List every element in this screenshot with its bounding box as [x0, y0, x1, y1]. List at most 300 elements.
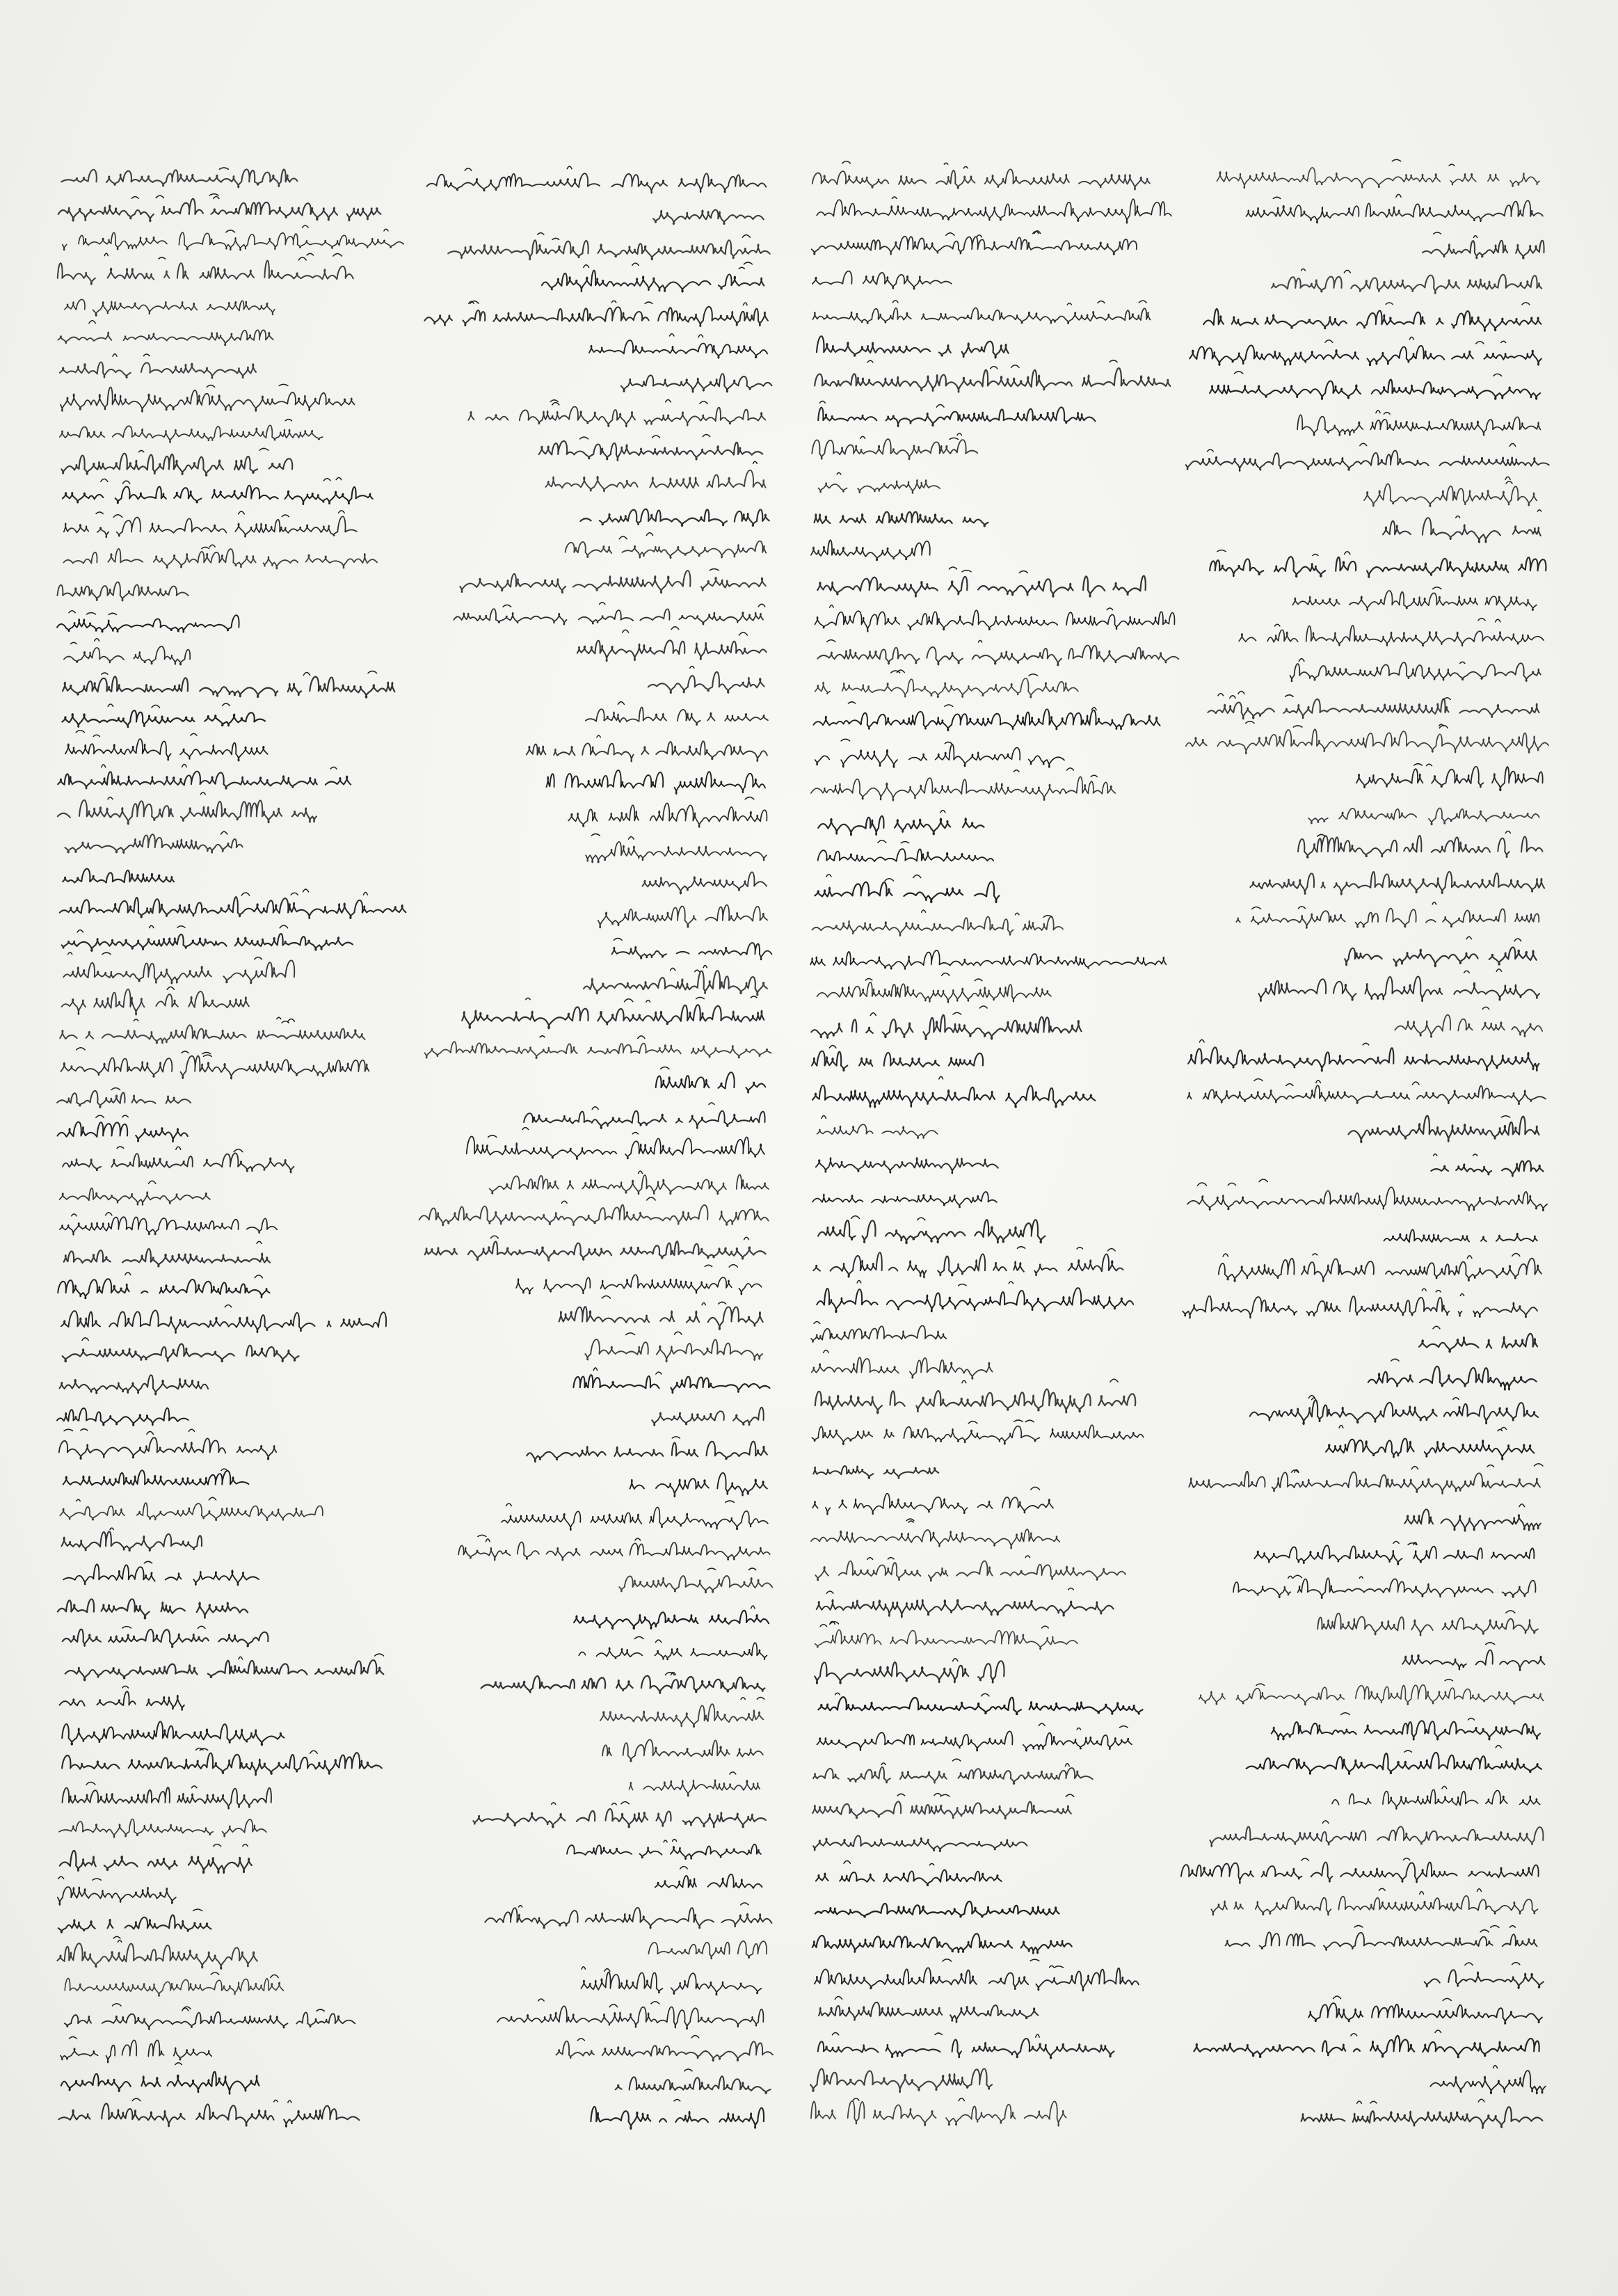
script-line-c3-r49-mark [934, 1794, 941, 1796]
script-line-c4-r14-mark [1275, 624, 1280, 626]
script-line-c3-r38-mark [968, 1421, 977, 1424]
script-line-c4-r7 [1210, 379, 1540, 399]
script-line-c2-r29 [524, 1111, 765, 1129]
script-line-c4-r51 [1226, 1932, 1537, 1950]
script-line-c1-r13-mark [202, 547, 209, 548]
script-line-c4-r41 [1233, 1578, 1535, 1598]
script-line-c3-r8 [818, 407, 1095, 426]
script-line-c1-r11-mark [101, 479, 108, 481]
script-line-c1-r21-mark [200, 792, 205, 795]
script-line-c1-r35-mark [257, 1241, 262, 1243]
script-line-c3-r56-mark [832, 2032, 838, 2034]
script-line-c3-r29-mark [822, 1116, 826, 1119]
script-line-c2-r44 [574, 1611, 769, 1629]
script-line-c3-r16-mark [1029, 674, 1038, 676]
script-line-c1-r20-mark [102, 765, 106, 767]
script-line-c4-r6 [1190, 346, 1541, 366]
script-line-c2-r34 [516, 1275, 761, 1294]
script-line-c2-r59-mark [674, 2100, 680, 2101]
script-line-c3-r7 [815, 368, 1170, 392]
script-line-c3-r13-mark [962, 571, 971, 572]
script-line-c3-r46 [818, 1697, 1142, 1714]
script-line-c1-r36 [58, 1279, 269, 1298]
script-line-c4-r50 [1211, 1896, 1537, 1915]
script-line-c2-r26-mark [751, 996, 757, 998]
script-line-c1-r16-mark [95, 639, 99, 641]
script-line-c4-r28 [1349, 1116, 1539, 1142]
script-line-c2-r42-mark [478, 1535, 486, 1536]
script-line-c3-r5 [813, 308, 1151, 324]
script-line-c1-r41-mark [147, 1432, 154, 1435]
script-line-c1-r29 [61, 1056, 369, 1079]
script-line-c2-r53-mark [741, 1903, 748, 1905]
script-line-c1-r54 [60, 1851, 252, 1873]
script-line-c1-r38 [63, 1344, 299, 1362]
script-line-c2-r45-mark [634, 1636, 643, 1639]
script-line-c2-r15-mark [623, 630, 629, 632]
script-line-c3-r18-mark [841, 739, 850, 741]
script-line-c3-r14-mark [830, 605, 833, 608]
script-line-c2-r49 [630, 1780, 760, 1796]
script-line-c2-r43-mark [748, 1568, 756, 1570]
script-line-c4-r24-mark [1464, 971, 1470, 973]
script-line-c4-r48-mark [1322, 1821, 1329, 1824]
script-line-c1-r3-mark [303, 225, 309, 228]
script-line-c1-r6 [58, 330, 273, 345]
script-line-c3-r25 [817, 982, 1052, 1003]
script-line-c3-r16 [815, 678, 1078, 698]
script-line-c4-r18-mark [1427, 764, 1432, 766]
script-line-c1-r58-mark [271, 1975, 278, 1977]
script-line-c2-r36 [585, 1339, 762, 1362]
script-line-c2-r8-mark [666, 400, 671, 402]
script-line-c4-r9 [1186, 451, 1549, 471]
script-line-c2-r56 [497, 2006, 763, 2029]
script-line-c4-r28-mark [1501, 1116, 1509, 1117]
script-line-c4-r33-mark [1436, 1291, 1441, 1292]
script-line-c1-r4 [58, 260, 353, 284]
script-line-c2-r25-mark [703, 965, 707, 967]
script-line-c1-r17-mark [303, 673, 310, 676]
script-line-c4-r54-mark [1435, 2030, 1441, 2032]
script-line-c3-r7-mark [1011, 365, 1020, 368]
script-line-c2-r57-mark [691, 2035, 698, 2037]
script-line-c1-r44 [62, 1531, 202, 1551]
script-line-c4-r37-mark [1501, 1427, 1507, 1429]
script-line-c3-r24 [810, 950, 1166, 969]
script-line-c2-r8-mark [700, 401, 707, 404]
script-line-c1-r12-mark [113, 515, 122, 518]
script-line-c1-r10 [61, 454, 292, 476]
script-line-c1-r55 [58, 1887, 176, 1905]
script-line-c4-r27-mark [1316, 1081, 1321, 1083]
script-line-c3-r33-mark [1108, 1249, 1116, 1251]
script-line-c4-r16-mark [1238, 692, 1244, 694]
script-line-c4-r30-mark [1198, 1183, 1207, 1186]
script-line-c3-r7-mark [1110, 360, 1117, 362]
script-line-c2-r14-mark [503, 605, 511, 607]
script-line-c1-r58-mark [211, 1972, 218, 1975]
script-line-c2-r42-mark [635, 1538, 641, 1540]
script-line-c4-r15-mark [1299, 659, 1304, 662]
script-line-c1-r25-mark [150, 925, 154, 927]
script-line-c3-r23-mark [922, 910, 926, 912]
script-line-c4-r46 [1247, 1753, 1542, 1774]
script-line-c2-r51-mark [664, 1840, 667, 1842]
script-line-c1-r60-mark [70, 2036, 77, 2039]
script-line-c1-r27 [62, 989, 249, 1015]
script-line-c4-r44-mark [1256, 1684, 1265, 1685]
script-line-c2-r55 [581, 1972, 761, 1995]
script-line-c4-r32-mark [1223, 1254, 1228, 1257]
script-line-c2-r43-mark [707, 1568, 715, 1570]
script-line-c4-r54-mark [1351, 2034, 1357, 2036]
script-line-c3-r48 [813, 1767, 1093, 1784]
script-line-c2-r2 [653, 210, 764, 225]
script-line-c3-r32-mark [851, 1216, 860, 1219]
script-line-c2-r43 [619, 1576, 772, 1593]
script-line-c4-r30 [1187, 1187, 1547, 1211]
script-line-c1-r12-mark [282, 515, 289, 517]
script-line-c3-r33 [813, 1252, 1123, 1277]
script-line-c2-r9-mark [580, 437, 588, 439]
script-line-c1-r19 [65, 739, 268, 761]
script-line-c4-r38-mark [1487, 1465, 1494, 1467]
script-line-c1-r39 [60, 1375, 209, 1394]
script-line-c2-r52-mark [680, 1867, 688, 1869]
script-line-c1-r19-mark [191, 733, 197, 735]
script-line-c2-r8-mark [552, 403, 559, 405]
script-line-c2-r32-mark [562, 1201, 568, 1203]
script-line-c2-r32-mark [647, 1197, 655, 1200]
script-line-c2-r36-mark [626, 1333, 635, 1335]
script-line-c1-r15-mark [87, 613, 96, 614]
script-line-c3-r28-mark [939, 1076, 943, 1079]
script-line-c1-r3 [63, 232, 403, 250]
script-line-c3-r35 [811, 1325, 946, 1342]
script-line-c4-r34 [1419, 1334, 1537, 1352]
script-line-c1-r2 [58, 199, 381, 222]
script-line-c4-r26 [1188, 1047, 1539, 1071]
script-line-c4-r4 [1272, 275, 1541, 294]
script-line-c3-r46-mark [982, 1693, 990, 1696]
script-line-c2-r21-mark [629, 837, 634, 840]
script-line-c3-r3 [812, 237, 1137, 255]
script-line-c3-r25-mark [975, 979, 982, 981]
script-line-c4-r33-mark [1422, 1289, 1426, 1291]
script-line-c4-r1-mark [1392, 159, 1400, 161]
script-line-c3-r38-mark [1025, 1420, 1034, 1422]
script-line-c3-r7-mark [867, 360, 873, 362]
script-line-c3-r15 [817, 646, 1178, 666]
script-line-c3-r9-mark [950, 438, 958, 439]
script-column-1 [57, 168, 406, 2127]
script-line-c4-r50-mark [1420, 1892, 1424, 1895]
script-line-c2-r14 [454, 609, 764, 625]
script-line-c2-r44-mark [751, 1606, 755, 1609]
script-line-c4-r35-mark [1391, 1359, 1399, 1361]
script-line-c4-r46-mark [1404, 1751, 1412, 1752]
script-line-c2-r1 [427, 173, 767, 193]
script-line-c2-r10 [545, 470, 765, 491]
script-line-c4-r12 [1210, 557, 1546, 577]
script-line-c4-r38-mark [1535, 1464, 1543, 1466]
script-line-c1-r26-mark [102, 952, 111, 954]
script-line-c4-r7-mark [1235, 372, 1243, 374]
script-line-c1-r51-mark [310, 1751, 318, 1753]
script-line-c4-r34-mark [1433, 1326, 1440, 1329]
script-line-c4-r26-mark [1199, 1039, 1204, 1042]
script-line-c2-r12-mark [646, 533, 652, 536]
script-line-c1-r11 [63, 486, 373, 504]
script-line-c1-r25 [62, 934, 353, 951]
script-line-c2-r5 [424, 307, 768, 326]
script-line-c3-r47-mark [1039, 1723, 1045, 1725]
script-column-3 [810, 161, 1178, 2126]
script-line-c2-r38 [652, 1408, 763, 1426]
script-line-c1-r24-mark [291, 893, 298, 895]
script-line-c4-r56-mark [1478, 2099, 1484, 2102]
script-line-c2-r9-mark [652, 436, 660, 438]
script-line-c4-r54 [1194, 2036, 1539, 2057]
script-line-c3-r4 [812, 271, 952, 289]
script-line-c1-r26-mark [68, 952, 72, 955]
script-line-c3-r16-mark [897, 670, 904, 673]
script-line-c1-r26-mark [255, 957, 262, 959]
script-line-c1-r19-mark [93, 735, 99, 736]
script-line-c2-r54 [648, 1941, 767, 1959]
script-line-c1-r9-mark [285, 420, 291, 421]
script-line-c1-r8-mark [279, 384, 288, 385]
script-line-c2-r14-mark [758, 604, 765, 607]
script-line-c1-r43 [60, 1503, 323, 1520]
script-line-c2-r50-mark [621, 1802, 629, 1804]
script-line-c1-r4-mark [307, 253, 313, 255]
script-line-c4-r55-mark [1493, 2066, 1498, 2068]
script-line-c3-r17-mark [1092, 708, 1097, 710]
script-line-c4-r4-mark [1344, 270, 1350, 273]
script-line-c4-r10-mark [1506, 481, 1512, 484]
script-line-c4-r23-mark [1466, 936, 1471, 939]
script-line-c3-r5-mark [1098, 301, 1105, 303]
script-line-c1-r31-mark [96, 1115, 104, 1117]
script-line-c3-r58-mark [959, 2098, 964, 2101]
script-line-c3-r36-mark [824, 1350, 828, 1353]
script-line-c2-r41-mark [506, 1504, 512, 1506]
script-line-c2-r55-mark [582, 1967, 585, 1969]
script-line-c2-r56-mark [538, 1999, 544, 2001]
script-line-c4-r23 [1345, 948, 1536, 967]
script-line-c4-r9-mark [1509, 444, 1516, 447]
script-line-c3-r46-mark [835, 1693, 840, 1694]
script-line-c1-r62-mark [288, 2100, 291, 2103]
script-line-c3-r48-mark [881, 1763, 886, 1765]
script-line-c1-r47 [63, 1629, 269, 1648]
script-line-c4-r52 [1425, 1970, 1544, 1988]
script-line-c3-r29 [817, 1124, 938, 1138]
script-line-c4-r20-mark [1505, 831, 1510, 834]
script-line-c1-r42-mark [221, 1469, 227, 1470]
script-line-c2-r56-mark [609, 2004, 618, 2007]
script-line-c4-r24-mark [1496, 969, 1501, 971]
script-line-c4-r36-mark [1453, 1398, 1459, 1400]
script-line-c2-r45-mark [656, 1640, 662, 1643]
script-line-c3-r48-mark [1065, 1764, 1069, 1767]
script-line-c1-r43-mark [209, 1497, 216, 1500]
script-column-4 [1181, 159, 1549, 2128]
script-line-c4-r42 [1317, 1613, 1538, 1636]
script-line-c2-r17-mark [618, 702, 625, 705]
script-line-c4-r16-mark [1230, 696, 1235, 699]
script-line-c1-r29-mark [204, 1055, 212, 1056]
script-line-c1-r19-mark [76, 731, 84, 733]
script-line-c4-r37 [1326, 1439, 1534, 1460]
script-line-c1-r20 [58, 772, 351, 789]
script-line-c2-r30-mark [632, 1133, 638, 1134]
script-line-c3-r42-mark [1025, 1556, 1030, 1558]
script-line-c3-r58 [811, 2101, 1066, 2126]
script-line-c3-r12 [811, 540, 930, 560]
script-line-c4-r19 [1308, 808, 1539, 824]
script-line-c1-r52-mark [192, 1786, 197, 1788]
script-line-c2-r35-mark [602, 1296, 610, 1299]
script-line-c2-r30-mark [488, 1135, 497, 1138]
script-line-c1-r15 [57, 615, 239, 632]
script-line-c3-r13-mark [1019, 571, 1027, 573]
script-line-c2-r25-mark [671, 968, 675, 971]
script-line-c2-r57-mark [577, 2039, 584, 2041]
script-line-c2-r3-mark [742, 235, 750, 238]
script-line-c4-r51-mark [1510, 1926, 1516, 1927]
script-line-c3-r3-mark [977, 235, 982, 237]
script-line-c4-r20 [1298, 836, 1543, 858]
script-line-c3-r9 [812, 439, 977, 459]
script-line-c2-r52 [655, 1874, 762, 1888]
script-line-c4-r38-mark [1411, 1467, 1418, 1469]
script-line-c3-r37 [815, 1389, 1135, 1414]
script-line-c4-r27-mark [1413, 1082, 1419, 1085]
script-line-c1-r10-mark [259, 448, 269, 450]
script-line-c4-r32-mark [1313, 1254, 1317, 1255]
script-line-c2-r59 [591, 2107, 764, 2129]
script-line-c4-r11-mark [1537, 510, 1541, 511]
script-line-c2-r35-mark [702, 1302, 705, 1305]
script-line-c3-r27 [812, 1051, 983, 1071]
script-line-c4-r43 [1402, 1650, 1544, 1671]
script-line-c4-r6-mark [1409, 337, 1413, 339]
script-line-c4-r4-mark [1301, 269, 1306, 270]
script-line-c1-r43-mark [77, 1499, 81, 1501]
script-line-c3-r6 [817, 336, 1009, 358]
script-line-c2-r31 [490, 1174, 769, 1194]
script-line-c1-r7-mark [113, 354, 117, 356]
script-line-c4-r3-mark [1434, 232, 1441, 234]
script-line-c4-r41-mark [1359, 1577, 1363, 1578]
script-line-c2-r15 [577, 640, 767, 661]
script-line-c4-r48 [1210, 1826, 1543, 1847]
script-line-c1-r6-mark [89, 321, 95, 324]
script-line-c1-r17-mark [368, 671, 377, 673]
script-line-c2-r5-mark [744, 303, 748, 305]
script-line-c2-r17 [586, 708, 768, 726]
script-line-c1-r35 [64, 1249, 270, 1267]
script-line-c3-r20-mark [940, 811, 945, 813]
script-line-c4-r16-mark [1218, 694, 1224, 696]
script-line-c4-r22 [1236, 908, 1539, 928]
script-line-c1-r34 [60, 1217, 277, 1235]
script-line-c4-r47-mark [1442, 1786, 1447, 1788]
script-line-c2-r1-mark [567, 166, 572, 169]
script-line-c4-r17-mark [1246, 722, 1255, 724]
script-line-c3-r1 [812, 169, 1150, 189]
script-line-c2-r26-mark [625, 999, 633, 1002]
script-line-c4-r56 [1301, 2107, 1543, 2128]
script-line-c2-r24 [612, 943, 772, 959]
script-line-c1-r61 [61, 2072, 259, 2094]
script-line-c4-r10 [1364, 484, 1537, 507]
script-line-c1-r2-mark [131, 197, 138, 199]
script-line-c3-r26-mark [953, 1012, 961, 1014]
script-line-c3-r17-mark [945, 705, 953, 706]
script-line-c1-r24 [60, 897, 406, 918]
script-line-c4-r56-mark [1370, 2101, 1377, 2103]
script-line-c2-r3 [448, 240, 769, 260]
script-line-c4-r3-mark [1474, 236, 1477, 238]
script-line-c3-r38 [812, 1425, 1143, 1444]
script-line-c3-r56-mark [1036, 2034, 1040, 2037]
script-line-c1-r41-mark [189, 1429, 194, 1431]
script-line-c3-r13-mark [949, 567, 956, 569]
script-line-c3-r10-mark [837, 473, 841, 475]
script-line-c1-r48-mark [375, 1654, 384, 1656]
script-line-c2-r14-mark [600, 603, 605, 604]
script-line-c3-r34-mark [959, 1284, 966, 1286]
script-line-c1-r12-mark [239, 511, 245, 514]
script-line-c2-r53-mark [519, 1906, 522, 1907]
script-line-c4-r42-mark [1506, 1611, 1515, 1613]
script-line-c1-r54-mark [214, 1844, 221, 1847]
script-line-c3-r28 [812, 1085, 1095, 1108]
script-line-c2-r31-mark [639, 1171, 643, 1173]
script-line-c1-r56 [58, 1915, 211, 1932]
script-line-c4-r56-mark [1357, 2101, 1362, 2103]
script-line-c2-r49-mark [730, 1772, 736, 1774]
script-line-c4-r13-mark [1433, 587, 1441, 589]
script-line-c2-r9-mark [703, 435, 710, 437]
script-line-c2-r50-mark [552, 1803, 556, 1805]
script-line-c2-r33-mark [490, 1236, 498, 1238]
script-line-c3-r11 [815, 512, 988, 527]
script-line-c4-r25 [1395, 1015, 1542, 1037]
script-line-c1-r2-mark [209, 194, 218, 196]
script-line-c4-r50-mark [1477, 1889, 1481, 1892]
script-line-c2-r20-mark [745, 797, 754, 799]
script-line-c2-r37-mark [593, 1368, 597, 1371]
script-line-c2-r3-mark [552, 238, 559, 239]
script-line-c2-r42-mark [486, 1539, 490, 1542]
script-line-c1-r46 [58, 1599, 248, 1618]
script-line-c1-r28-mark [134, 1019, 138, 1021]
script-line-c4-r16 [1208, 699, 1539, 719]
script-line-c3-r23-mark [1016, 913, 1019, 914]
script-line-c4-r51-mark [1354, 1926, 1363, 1927]
script-line-c1-r45 [63, 1564, 259, 1585]
script-line-c3-r41 [811, 1529, 1059, 1549]
script-line-c1-r29-mark [77, 1048, 85, 1050]
script-line-c1-r10-mark [138, 451, 143, 452]
script-line-c2-r15-mark [671, 627, 679, 630]
script-line-c2-r34-mark [705, 1265, 712, 1266]
